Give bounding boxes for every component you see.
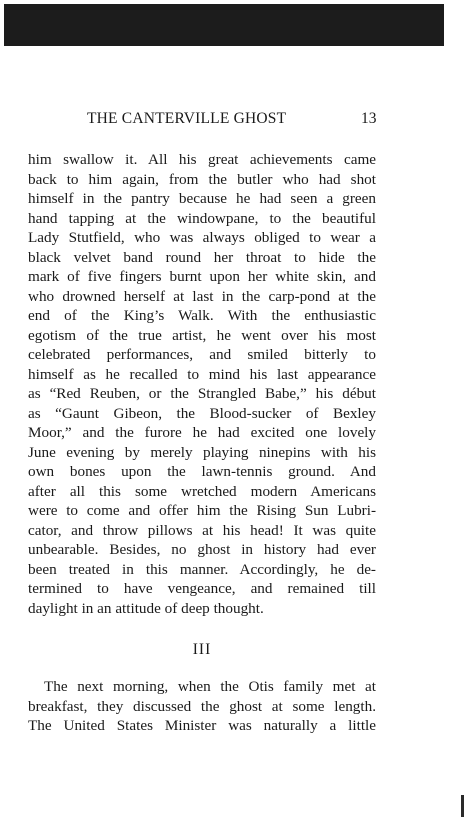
text-line: back to him again, from the butler who had shot	[28, 170, 376, 188]
edge-mark	[461, 795, 464, 817]
text-line: The next morning, when the Otis family met at	[44, 678, 376, 695]
text-line: cator, and throw pillows at his head! It was quite	[28, 521, 376, 539]
text-line: daylight in an attitude of deep thought.	[28, 599, 264, 617]
text-line: mark of five fingers burnt upon her white skin, and	[28, 268, 376, 285]
text-line: termined to have vengeance, and remained till	[28, 580, 376, 597]
paragraph-continued	[28, 150, 376, 618]
text-line: after all this some wretched modern Americans	[28, 482, 376, 500]
text-line: Moor,” and the furore he had excited one lovely	[28, 424, 376, 441]
text-line: black velvet band round her throat to hide the	[28, 248, 376, 266]
text-line: celebrated performances, and smiled bitterly to	[28, 346, 376, 363]
text-line: him swallow it. All his great achievements came	[28, 151, 376, 168]
text-line: who drowned herself at last in the carp-pond at the	[28, 287, 376, 305]
text-line: himself in the pantry because he had seen a green	[28, 190, 376, 207]
text-line: unbearable. Besides, no ghost in history had ever	[28, 541, 376, 558]
text-line: own bones upon the lawn-tennis ground. And	[28, 463, 376, 480]
redaction-bar	[4, 4, 444, 46]
running-head	[0, 110, 469, 130]
section-heading: III	[192, 641, 212, 658]
paragraph	[28, 677, 376, 736]
text-line: hand tapping at the windowpane, to the beautiful	[28, 209, 376, 227]
running-title: THE CANTERVILLE GHOST	[87, 110, 287, 127]
text-line: Lady Stutfield, who was always obliged to wear a	[28, 229, 376, 246]
text-line: end of the King’s Walk. With the enthusiastic	[28, 307, 376, 324]
text-line: were to come and offer him the Rising Sun Lubri-	[28, 502, 376, 519]
text-line: himself as he recalled to mind his last appearance	[28, 365, 376, 383]
text-line: egotism of the true artist, he went over his most	[28, 326, 376, 344]
text-line: as “Red Reuben, or the Strangled Babe,” his début	[28, 385, 376, 402]
text-line: as “Gaunt Gibeon, the Blood-sucker of Bexley	[28, 404, 376, 422]
text-line: The United States Minister was naturally a little	[28, 717, 376, 734]
text-line: June evening by merely playing ninepins with his	[28, 443, 376, 461]
text-line: breakfast, they discussed the ghost at some length.	[28, 697, 376, 715]
text-line: been treated in this manner. Accordingly, he de-	[28, 560, 376, 578]
page-number: 13	[361, 110, 377, 127]
